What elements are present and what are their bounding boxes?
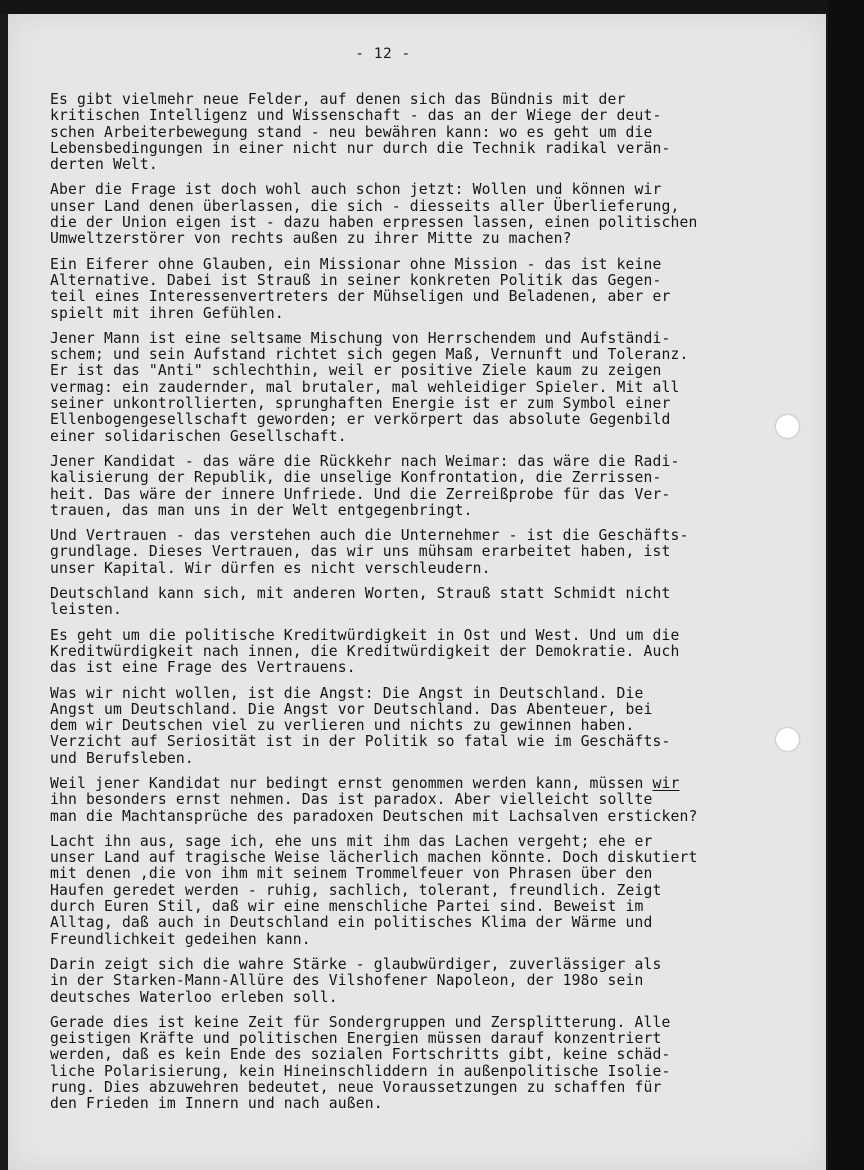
text-line: Freundlichkeit gedeihen kann. (50, 930, 311, 948)
scan-top-border (0, 0, 864, 14)
text-line: und Berufsleben. (50, 749, 194, 767)
scan-right-border (828, 0, 864, 1170)
page-number: - 12 - (355, 46, 411, 62)
text-line: schen Arbeiterbewegung stand - neu bewähren kann: wo es geht um die (50, 123, 653, 141)
text-line: einer solidarischen Gesellschaft. (50, 427, 347, 445)
text-line: teil eines Interessenvertreters der Mühseligen und Beladenen, aber er (50, 288, 671, 306)
text-line: derten Welt. (50, 156, 158, 174)
underlined-word: wir (652, 774, 680, 792)
paragraph (50, 586, 790, 619)
text-line: Kreditwürdigkeit nach innen, die Kreditwürdigkeit der Demokratie. Auch (50, 642, 680, 660)
text-line: grundlage. Dieses Vertrauen, das wir uns mühsam erarbeitet haben, ist (50, 543, 671, 561)
text-line: kritischen Intelligenz und Wissenschaft - das an der Wiege der deut- (50, 107, 662, 125)
text-line: unser Kapital. Wir dürfen es nicht verschleudern. (50, 559, 491, 577)
text-line: Umweltzerstörer von rechts außen zu ihrer Mitte zu machen? (50, 230, 572, 248)
punch-hole-upper (776, 415, 799, 438)
paragraph (50, 182, 790, 247)
text-line: man die Machtansprüche des paradoxen Deutschen mit Lachsalven ersticken? (50, 807, 698, 825)
text-line: unser Land denen überlassen, die sich - diesseits aller Überlieferung, (50, 197, 680, 215)
paragraph (50, 454, 790, 519)
text-line: Lacht ihn aus, sage ich, ehe uns mit ihm das Lachen vergeht; ehe er (50, 832, 653, 850)
paragraph (50, 834, 790, 948)
text-line: spielt mit ihren Gefühlen. (50, 304, 284, 322)
paragraph (50, 528, 790, 577)
text-line: Ein Eiferer ohne Glauben, ein Missionar ohne Mission - das ist keine (50, 255, 662, 273)
text-line: Deutschland kann sich, mit anderen Worten, Strauß statt Schmidt nicht (50, 585, 671, 603)
punch-hole-lower (776, 728, 799, 751)
text-line: heit. Das wäre der innere Unfriede. Und die Zerreißprobe für das Ver- (50, 485, 671, 503)
paragraph (50, 776, 790, 825)
text-line: Es geht um die politische Kreditwürdigkeit in Ost und West. Und um die (50, 626, 680, 644)
text-line: die der Union eigen ist - dazu haben erpressen lassen, einen politischen (50, 214, 698, 232)
text-line: Angst um Deutschland. Die Angst vor Deutschland. Das Abenteuer, bei (50, 700, 653, 718)
text-line: Es gibt vielmehr neue Felder, auf denen sich das Bündnis mit der (50, 91, 626, 108)
text-line: trauen, das man uns in der Welt entgegenbringt. (50, 501, 473, 519)
paragraph (50, 92, 790, 173)
text-line: werden, daß es kein Ende des sozialen Fortschritts gibt, keine schäd- (50, 1046, 671, 1064)
text-line: Er ist das "Anti" schlechthin, weil er positive Ziele kaum zu zeigen (50, 362, 662, 380)
text-line: durch Euren Stil, daß wir eine menschliche Partei sind. Beweist im (50, 898, 644, 916)
text-line: Jener Mann ist eine seltsame Mischung von Herrschendem und Aufständi- (50, 329, 671, 347)
text-line: dem wir Deutschen viel zu verlieren und nichts zu gewinnen haben. (50, 717, 635, 735)
paragraph (50, 686, 790, 767)
text-line: Lebensbedingungen in einer nicht nur durch die Technik radikal verän- (50, 139, 671, 157)
text-line: vermag: ein zaudernder, mal brutaler, mal wehleidiger Spieler. Mit all (50, 378, 680, 396)
text-line: unser Land auf tragische Weise lächerlich machen könnte. Doch diskutiert (50, 849, 698, 867)
text-line: leisten. (50, 601, 122, 619)
paragraph (50, 957, 790, 1006)
text-line: seiner unkontrollierten, sprunghaften Energie ist er zum Symbol einer (50, 395, 671, 413)
document-page (8, 14, 826, 1170)
text-line: Weil jener Kandidat nur bedingt ernst genommen werden kann, müssen wir (50, 774, 680, 792)
text-line: schem; und sein Aufstand richtet sich gegen Maß, Vernunft und Toleranz. (50, 346, 689, 364)
paragraph (50, 331, 790, 445)
text-line: den Frieden im Innern und nach außen. (50, 1095, 383, 1113)
text-line: Und Vertrauen - das verstehen auch die Unternehmer - ist die Geschäfts- (50, 527, 689, 545)
text-line: Alltag, daß auch in Deutschland ein politisches Klima der Wärme und (50, 914, 653, 932)
text-line: in der Starken-Mann-Allüre des Vilshofener Napoleon, der 198o sein (50, 972, 644, 990)
text-line: Was wir nicht wollen, ist die Angst: Die Angst in Deutschland. Die (50, 684, 644, 702)
document-body (50, 92, 790, 1122)
text-line: deutsches Waterloo erleben soll. (50, 988, 338, 1006)
paragraph (50, 257, 790, 322)
paragraph (50, 628, 790, 677)
text-line: Haufen geredet werden - ruhig, sachlich, tolerant, freundlich. Zeigt (50, 881, 662, 899)
text-line: Gerade dies ist keine Zeit für Sondergruppen und Zersplitterung. Alle (50, 1013, 671, 1031)
text-line: Alternative. Dabei ist Strauß in seiner konkreten Politik das Gegen- (50, 271, 662, 289)
text-line: geistigen Kräfte und politischen Energien müssen darauf konzentriert (50, 1030, 662, 1048)
text-line: Darin zeigt sich die wahre Stärke - glaubwürdiger, zuverlässiger als (50, 955, 662, 973)
text-line: liche Polarisierung, kein Hineinschliddern in außenpolitische Isolie- (50, 1062, 671, 1080)
text-line: Ellenbogengesellschaft geworden; er verkörpert das absolute Gegenbild (50, 411, 671, 429)
paragraph (50, 1015, 790, 1113)
text-line: Verzicht auf Seriosität ist in der Politik so fatal wie im Geschäfts- (50, 733, 671, 751)
text-line: kalisierung der Republik, die unselige Konfrontation, die Zerrissen- (50, 469, 662, 487)
text-line: das ist eine Frage des Vertrauens. (50, 659, 356, 677)
text-line: Aber die Frage ist doch wohl auch schon jetzt: Wollen und können wir (50, 181, 662, 199)
text-line: rung. Dies abzuwehren bedeutet, neue Voraussetzungen zu schaffen für (50, 1079, 662, 1097)
text-line: Jener Kandidat - das wäre die Rückkehr nach Weimar: das wäre die Radi- (50, 452, 680, 470)
text-line: ihn besonders ernst nehmen. Das ist paradox. Aber vielleicht sollte (50, 791, 653, 809)
text-line: mit denen ,die von ihm mit seinem Trommelfeuer von Phrasen über den (50, 865, 653, 883)
